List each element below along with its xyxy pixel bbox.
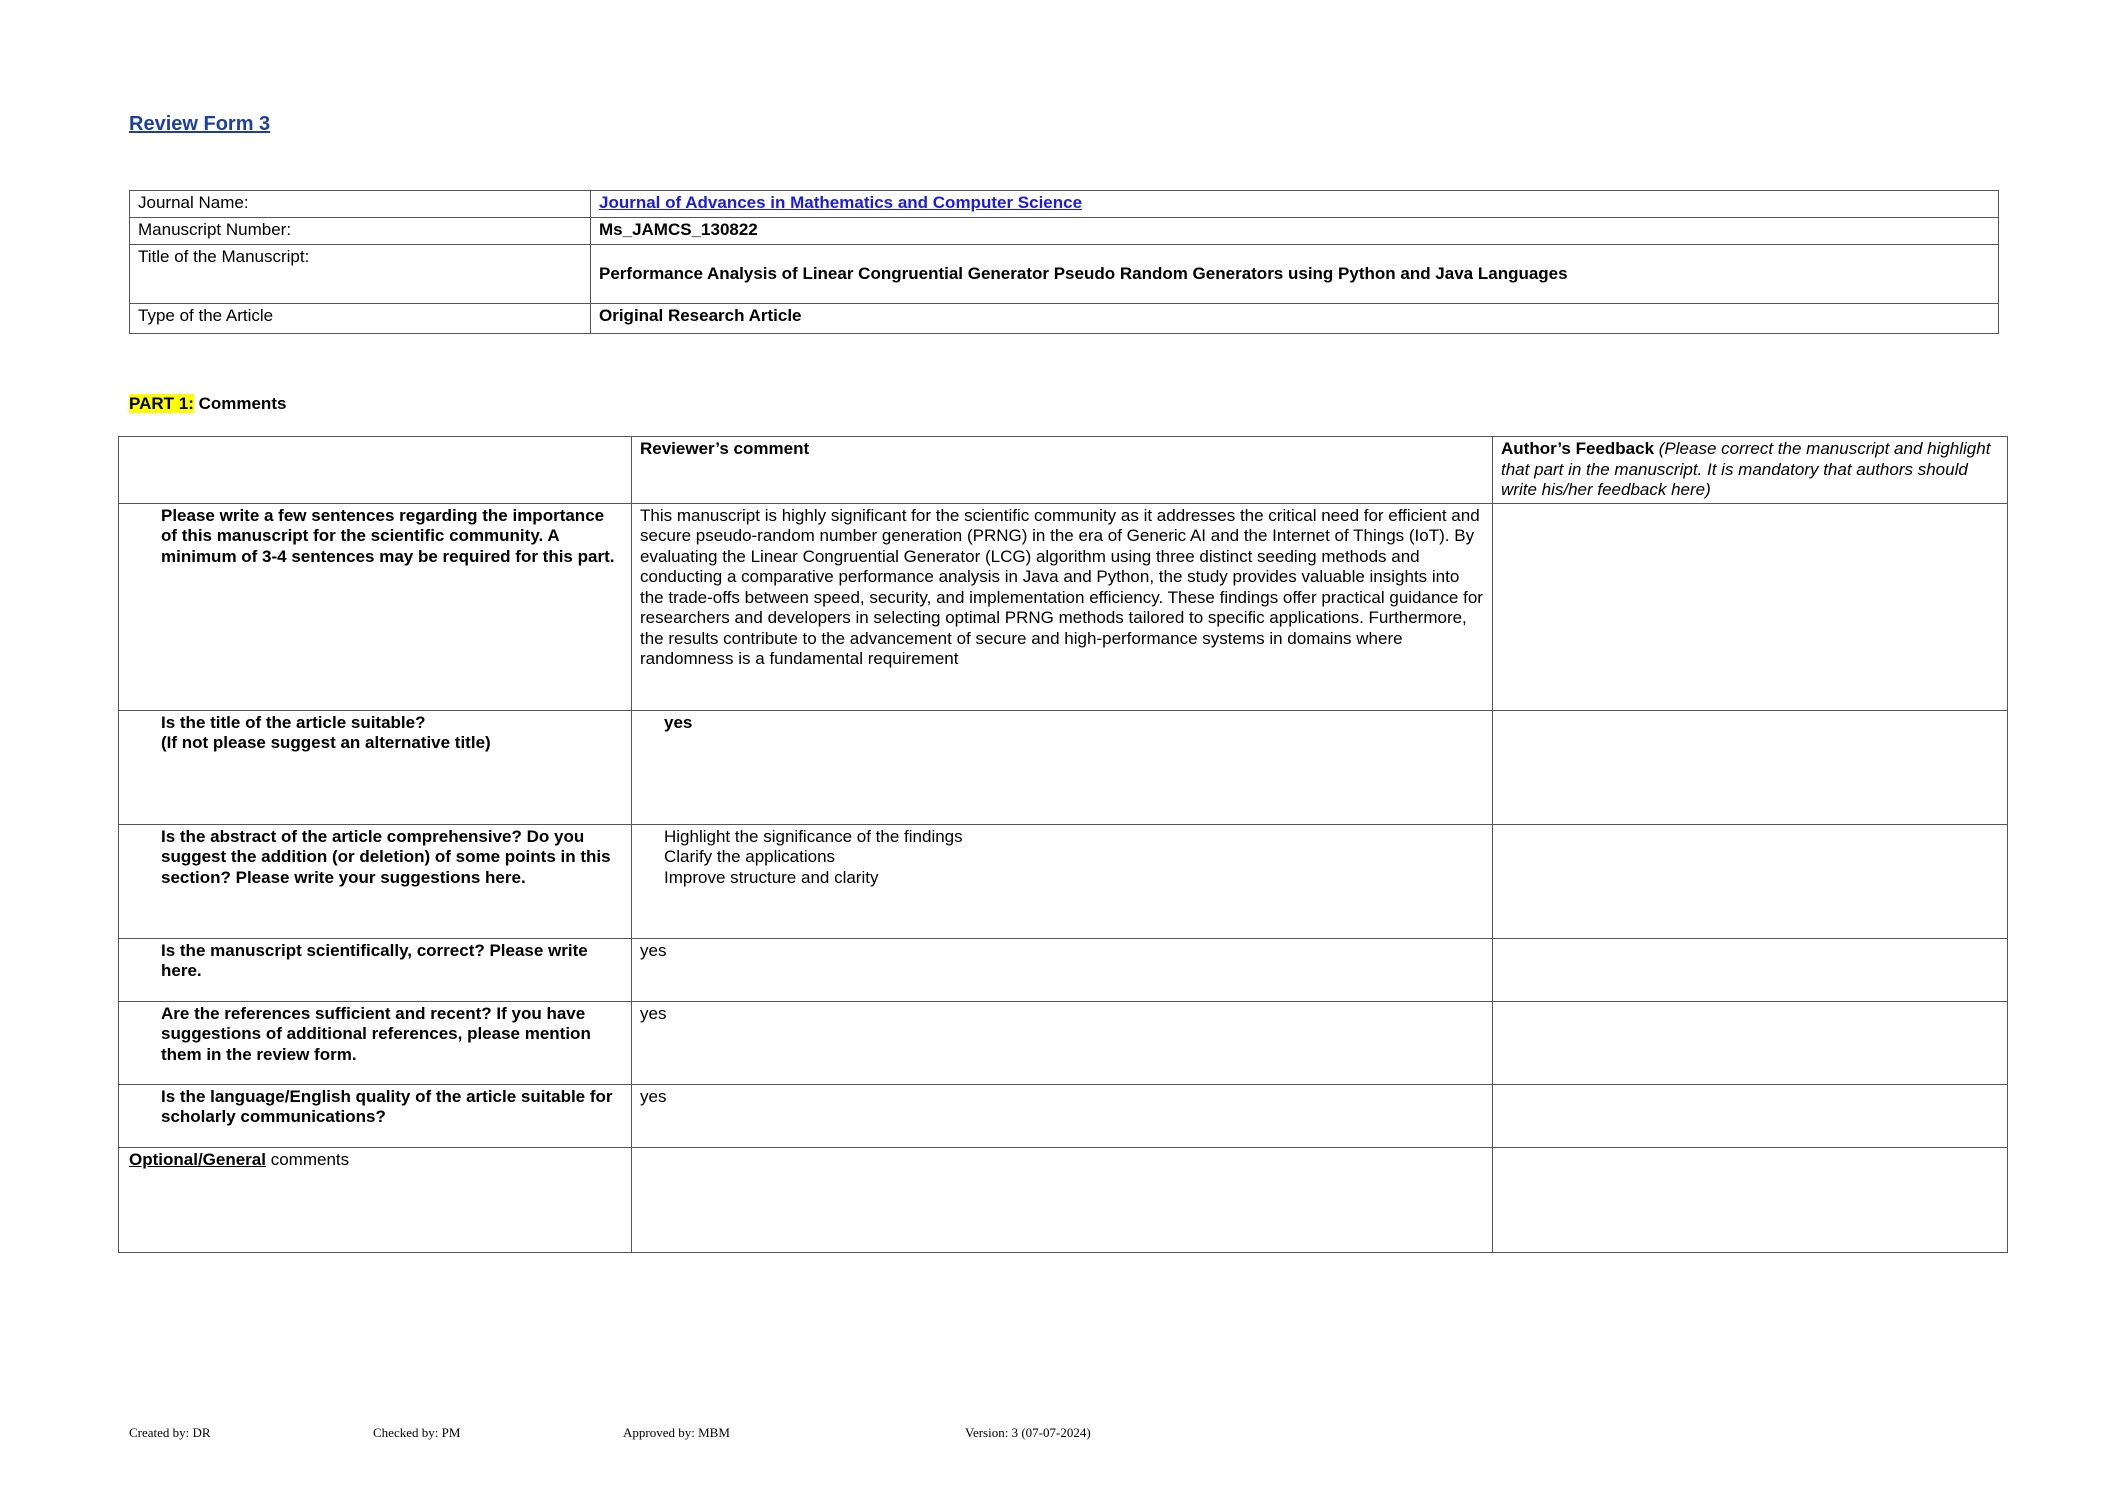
author-header [1493, 437, 2008, 504]
reviewer-comment[interactable] [632, 824, 1493, 938]
number-value: Ms_JAMCS_130822 [591, 218, 1999, 245]
footer-checked: Checked by: PM [373, 1425, 461, 1440]
author-feedback[interactable] [1493, 710, 2008, 824]
question: Is the language/English quality of the article suitable for scholarly communications? [119, 1084, 632, 1147]
form-title[interactable]: Review Form 3 [129, 113, 271, 135]
empty-header [119, 437, 632, 504]
question: Is the manuscript scientifically, correct? Please write here. [119, 938, 632, 1001]
footer-created: Created by: DR [129, 1425, 211, 1440]
footer-approved: Approved by: MBM [623, 1425, 730, 1440]
footer-version: Version: 3 (07-07-2024) [965, 1425, 1091, 1440]
reviewer-comment[interactable]: This manuscript is highly significant for the scientific community as it addresses the critical need for efficient and secure pseudo-random number generation (PRNG) in the era of Generic AI and the Internet of Things (IoT). By evaluating the Linear Congruential Generator (LCG) algorithm using three distinct seeding methods and conducting a comparative performance analysis in Java and Python, the study provides valuable insights into the trade-offs between speed, security, and implementation efficiency. These findings offer practical guidance for researchers and developers in selecting optimal PRNG methods tailored to specific applications. Furthermore, the results contribute to the advancement of secure and high-performance systems in domains where randomness is a fundamental requirement [632, 503, 1493, 710]
optional-author-feedback[interactable] [1493, 1147, 2008, 1252]
table-row [119, 938, 2008, 1001]
table-row [119, 710, 2008, 824]
author-feedback[interactable] [1493, 824, 2008, 938]
table-row [119, 1001, 2008, 1084]
table-row [119, 1084, 2008, 1147]
number-label: Manuscript Number: [130, 218, 591, 245]
question: Are the references sufficient and recent? If you have suggestions of additional references, please mention them in the review form. [119, 1001, 632, 1084]
part-label: PART 1: [129, 394, 194, 413]
author-feedback[interactable] [1493, 503, 2008, 710]
reviewer-comment[interactable]: yes [632, 938, 1493, 1001]
comments-table [118, 436, 2008, 1253]
reviewer-header: Reviewer’s comment [632, 437, 1493, 504]
table-row [119, 1147, 2008, 1252]
type-value: Original Research Article [591, 304, 1999, 334]
question: Is the abstract of the article comprehensive? Do you suggest the addition (or deletion) of some points in this section? Please write your suggestions here. [119, 824, 632, 938]
journal-link[interactable]: Journal of Advances in Mathematics and Computer Science [591, 191, 1999, 218]
reviewer-comment[interactable]: yes [632, 1001, 1493, 1084]
author-header-label: Author’s Feedback [1501, 439, 1655, 458]
table-row [119, 503, 2008, 710]
reviewer-comment[interactable]: yes [632, 1084, 1493, 1147]
optional-label-rest: comments [265, 1149, 350, 1169]
reviewer-comment[interactable]: yes [632, 710, 1493, 824]
type-label: Type of the Article [130, 304, 591, 334]
suggestion-item: Highlight the significance of the findings [664, 826, 963, 846]
optional-reviewer-comment[interactable] [632, 1147, 1493, 1252]
journal-label: Journal Name: [130, 191, 591, 218]
manuscript-info-table [129, 190, 1999, 334]
suggestion-item: Improve structure and clarity [664, 867, 879, 887]
author-feedback[interactable] [1493, 938, 2008, 1001]
title-label: Title of the Manuscript: [130, 245, 591, 304]
suggestion-item: Clarify the applications [664, 847, 836, 866]
question: Is the title of the article suitable? (If not please suggest an alternative title) [119, 710, 632, 824]
table-row [119, 824, 2008, 938]
optional-comments-label [119, 1147, 632, 1252]
part-heading [129, 394, 286, 414]
author-feedback[interactable] [1493, 1084, 2008, 1147]
optional-label-bold: Optional/General [129, 1149, 266, 1169]
author-header-note: (Please correct the manuscript and highlight that part in the manuscript. It is mandatory that authors should write his/her feedback here) [1501, 439, 1991, 499]
title-value: Performance Analysis of Linear Congruential Generator Pseudo Random Generators using Python and Java Languages [591, 245, 1999, 304]
author-feedback[interactable] [1493, 1001, 2008, 1084]
part-title: Comments [193, 394, 287, 413]
question: Please write a few sentences regarding the importance of this manuscript for the scientific community. A minimum of 3-4 sentences may be required for this part. [119, 503, 632, 710]
